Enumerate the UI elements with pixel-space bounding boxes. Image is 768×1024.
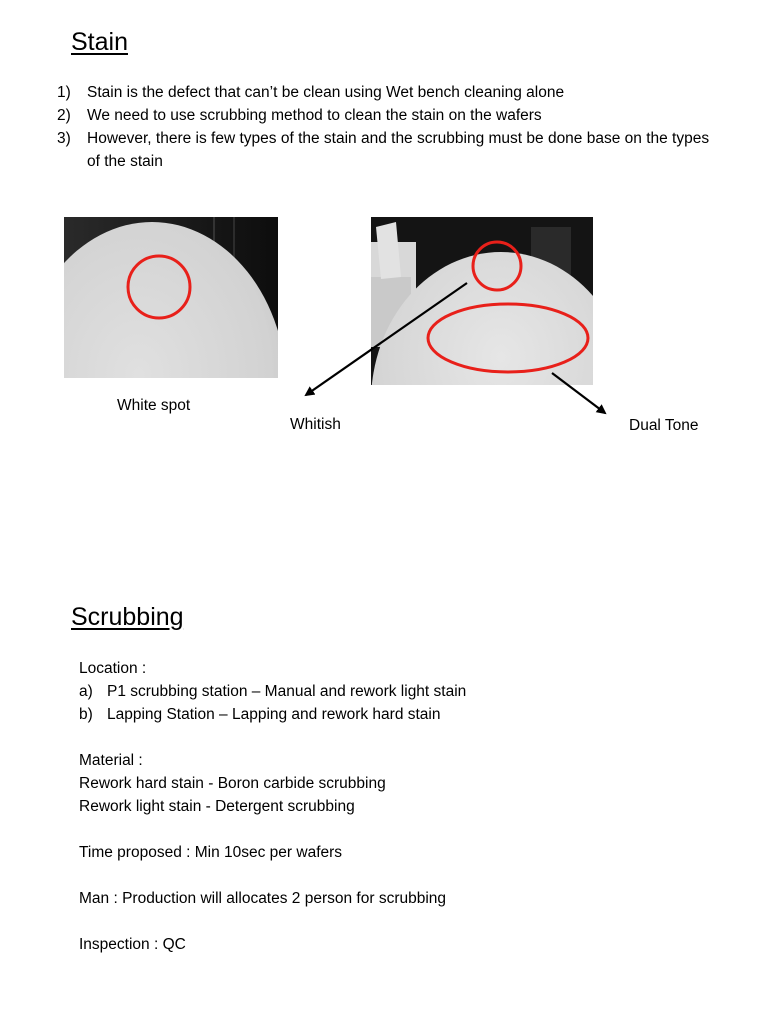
material-label: Material : <box>79 752 143 769</box>
material-hard: Rework hard stain - Boron carbide scrubbing <box>79 775 386 792</box>
list-item <box>79 703 699 726</box>
inspection: Inspection : QC <box>79 936 186 953</box>
white-spot-photo <box>64 217 278 378</box>
white-spot-wafer-image <box>64 217 278 378</box>
time-proposed: Time proposed : Min 10sec per wafers <box>79 844 343 861</box>
spacer <box>79 818 699 841</box>
spacer <box>79 910 699 933</box>
list-number: 2) <box>57 107 71 124</box>
list-item <box>57 81 717 104</box>
caption-dual-tone: Dual Tone <box>629 417 699 434</box>
spacer <box>79 864 699 887</box>
stain-title: Stain <box>71 28 128 56</box>
list-text: Stain is the defect that can’t be clean using Wet bench cleaning alone <box>87 84 565 101</box>
list-item <box>79 680 699 703</box>
stain-list <box>57 81 717 173</box>
list-item <box>57 127 717 173</box>
list-text: P1 scrubbing station – Manual and rework light stain <box>107 683 467 700</box>
spacer <box>79 726 699 749</box>
list-text: Lapping Station – Lapping and rework hard stain <box>107 706 441 723</box>
whitish-dual-tone-photo <box>371 217 593 385</box>
caption-whitish: Whitish <box>290 416 341 433</box>
scrubbing-details <box>79 657 699 956</box>
location-label: Location : <box>79 660 147 677</box>
list-number: 1) <box>57 84 71 101</box>
caption-white-spot: White spot <box>117 397 191 414</box>
list-text: However, there is few types of the stain and the scrubbing must be done base on the types of the stain <box>87 130 710 170</box>
location-list <box>79 680 699 726</box>
material-light: Rework light stain - Detergent scrubbing <box>79 798 355 815</box>
list-text: We need to use scrubbing method to clean the stain on the wafers <box>87 107 542 124</box>
list-number: 3) <box>57 130 71 147</box>
list-item <box>57 104 717 127</box>
list-letter: b) <box>79 706 93 723</box>
dual-tone-wafer-image <box>371 217 593 385</box>
list-letter: a) <box>79 683 93 700</box>
scrubbing-title: Scrubbing <box>71 603 184 631</box>
manpower: Man : Production will allocates 2 person for scrubbing <box>79 890 447 907</box>
